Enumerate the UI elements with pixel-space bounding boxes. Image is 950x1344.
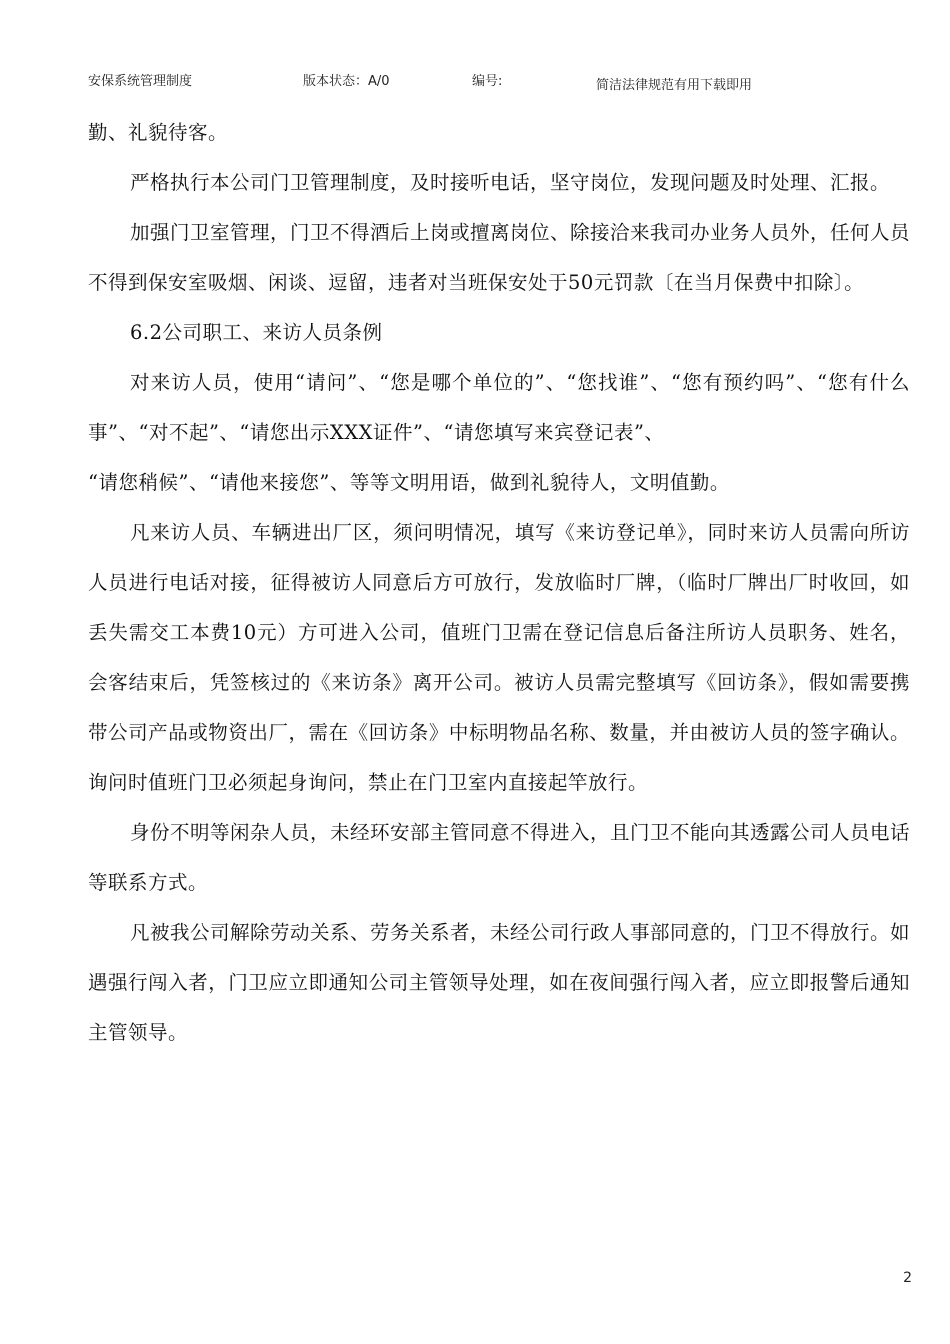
paragraph: 凡被我公司解除劳动关系、劳务关系者，未经公司行政人事部同意的，门卫不得放行。如遇强行闯入者，门卫应立即通知公司主管领导处理，如在夜间强行闯入者，应立即报警后通知主管领导。 xyxy=(88,921,911,1044)
paragraph: 勤、礼貌待客。 xyxy=(88,121,229,144)
paragraph: 凡来访人员、车辆进出厂区，须问明情况，填写《来访登记单》，同时来访人员需向所访人员进行电话对接，征得被访人同意后方可放行，发放临时厂牌，（临时厂牌出厂时收回，如丢失需交工本费10元）方可进入公司，值班门卫需在登记信息后备注所访人员职务、姓名，会客结束后，凭签核过的《来访条》离开公司。被访人员需完整填写《回访条》，假如需要携带公司产品或物资出厂，需在《回访条》中标明物品名称、数量，并由被访人员的签字确认。询问时值班门卫必须起身询问，禁止在门卫室内直接起竿放行。 xyxy=(88,521,910,794)
version-status: 版本状态：A/0 xyxy=(303,74,390,89)
document-title: 安保系统管理制度 xyxy=(88,74,193,89)
section-heading: 6.2公司职工、来访人员条例 xyxy=(130,321,383,344)
header-note: 简洁法律规范有用下载即用 xyxy=(596,78,753,93)
paragraph: 严格执行本公司门卫管理制度，及时接听电话，坚守岗位，发现问题及时处理、汇报。 xyxy=(130,171,891,194)
paragraph: 对来访人员，使用“请问”、“您是哪个单位的”、“您找谁”、“您有预约吗”、“您有什么事”、“对不起”、“请您出示XXX证件”、“请您填写来宾登记表”、 xyxy=(88,371,910,444)
paragraph: 加强门卫室管理，门卫不得酒后上岗或擅离岗位、除接洽来我司办业务人员外，任何人员不得到保安室吸烟、闲谈、逗留，违者对当班保安处于50元罚款〔在当月保费中扣除〕。 xyxy=(88,221,911,294)
page-number: 2 xyxy=(903,1270,912,1286)
document-body xyxy=(88,108,910,1058)
paragraph: “请您稍候”、“请他来接您”、等等文明用语，做到礼貌待人，文明值勤。 xyxy=(88,471,730,494)
paragraph: 身份不明等闲杂人员，未经环安部主管同意不得进入，且门卫不能向其透露公司人员电话等联系方式。 xyxy=(88,821,911,894)
document-number-label: 编号: xyxy=(472,74,503,89)
page-header xyxy=(0,70,950,92)
